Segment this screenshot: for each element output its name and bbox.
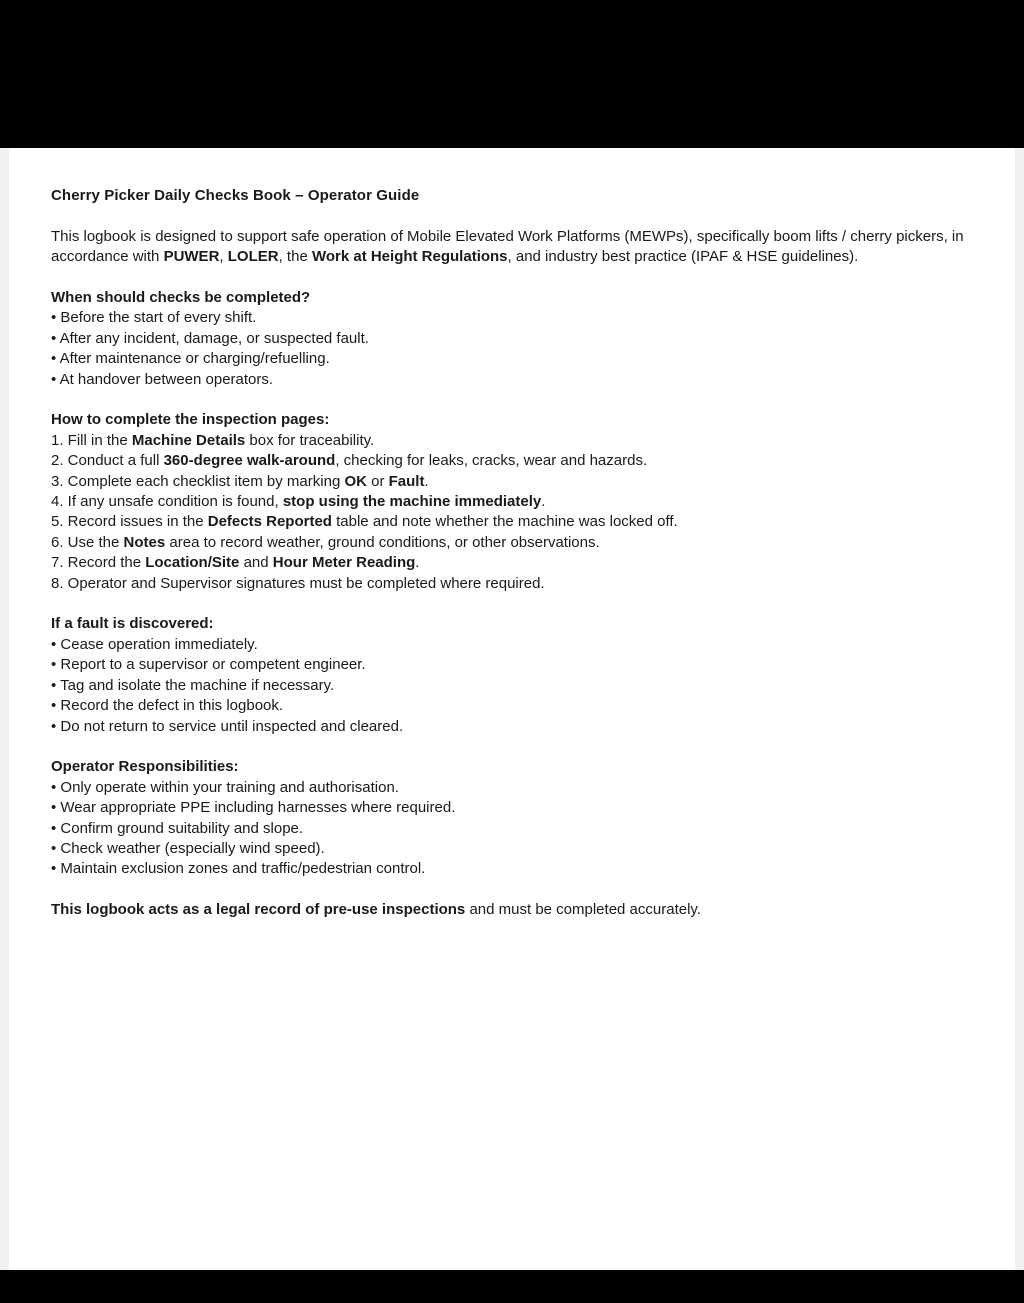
bold-text-segment: Machine Details: [131, 431, 246, 449]
text-line: [51, 676, 971, 696]
text-segment: • After maintenance or charging/refuelling.: [51, 350, 330, 368]
text-segment: table and note whether the machine was locked off.: [331, 513, 678, 531]
text-segment: • Before the start of every shift.: [51, 309, 257, 327]
bottom-letterbox-bar: [0, 1270, 1024, 1303]
section-heading: Operator Responsibilities:: [51, 758, 239, 776]
text-segment: 5. Record issues in the: [51, 513, 208, 531]
section-heading: How to complete the inspection pages:: [51, 411, 330, 429]
page-area: [0, 148, 1024, 1270]
text-segment: or: [366, 472, 389, 490]
text-line: [51, 492, 971, 512]
text-segment: • Wear appropriate PPE including harnesses where required.: [51, 799, 456, 817]
text-segment: • Confirm ground suitability and slope.: [51, 819, 304, 837]
bold-text-segment: Hour Meter Reading: [272, 554, 416, 572]
text-segment: • Check weather (especially wind speed).: [51, 839, 325, 857]
text-segment: • Record the defect in this logbook.: [51, 697, 284, 715]
text-line: [51, 431, 971, 451]
text-line: [51, 227, 971, 268]
text-line: [51, 370, 971, 390]
block-fault-discovered: [51, 614, 971, 736]
bold-text-segment: This logbook acts as a legal record of pre-use inspections: [51, 901, 466, 919]
text-line: [51, 533, 971, 553]
bold-text-segment: 360-degree walk-around: [163, 452, 336, 470]
text-line: [51, 798, 971, 818]
bold-text-segment: PUWER: [163, 248, 220, 266]
block-legal-note: [51, 900, 971, 920]
text-segment: 6. Use the: [51, 533, 124, 551]
text-line: [51, 451, 971, 471]
block-operator-responsibilities: [51, 757, 971, 879]
bold-text-segment: OK: [344, 472, 367, 490]
text-segment: • At handover between operators.: [51, 370, 274, 388]
text-line: [51, 574, 971, 594]
text-segment: box for traceability.: [245, 431, 375, 449]
text-line: [51, 717, 971, 737]
text-line: [51, 553, 971, 573]
text-line: [51, 655, 971, 675]
bold-text-segment: stop using the machine immediately: [282, 493, 542, 511]
text-line: [51, 349, 971, 369]
text-segment: ,: [219, 248, 228, 266]
bold-text-segment: LOLER: [227, 248, 279, 266]
text-line: [51, 900, 971, 920]
text-line: [51, 472, 971, 492]
text-segment: and: [239, 554, 273, 572]
text-segment: , checking for leaks, cracks, wear and hazards.: [335, 452, 648, 470]
text-segment: • Tag and isolate the machine if necessary.: [51, 676, 335, 694]
text-segment: This logbook is designed to support safe operation of Mobile Elevated Work Platforms (MEWPs), specifically boom lifts / cherry pickers, in accordance with: [51, 227, 964, 266]
text-segment: and must be completed accurately.: [465, 901, 701, 919]
document-page: [9, 148, 1015, 1270]
text-line: [51, 329, 971, 349]
document-body: [51, 227, 971, 921]
section-heading: If a fault is discovered:: [51, 615, 214, 633]
bold-text-segment: Notes: [123, 533, 166, 551]
top-letterbox-bar: [0, 0, 1024, 148]
right-gutter: [1015, 148, 1024, 1270]
text-segment: • Only operate within your training and authorisation.: [51, 778, 399, 796]
text-segment: • After any incident, damage, or suspected fault.: [51, 329, 369, 347]
text-segment: .: [424, 472, 429, 490]
text-line: [51, 839, 971, 859]
text-segment: 4. If any unsafe condition is found,: [51, 493, 283, 511]
text-segment: , the: [278, 248, 312, 266]
text-segment: • Report to a supervisor or competent engineer.: [51, 656, 366, 674]
text-segment: 3. Complete each checklist item by marking: [51, 472, 345, 490]
block-when-checks: [51, 288, 971, 390]
bold-text-segment: Defects Reported: [207, 513, 332, 531]
bold-text-segment: Work at Height Regulations: [311, 248, 508, 266]
text-line: [51, 512, 971, 532]
text-segment: .: [541, 493, 546, 511]
text-segment: • Maintain exclusion zones and traffic/pedestrian control.: [51, 860, 426, 878]
text-segment: , and industry best practice (IPAF & HSE guidelines).: [507, 248, 859, 266]
text-segment: • Cease operation immediately.: [51, 635, 258, 653]
text-line: [51, 635, 971, 655]
section-heading: When should checks be completed?: [51, 289, 311, 306]
bold-text-segment: Location/Site: [145, 554, 240, 572]
text-segment: • Do not return to service until inspected and cleared.: [51, 717, 404, 735]
text-line: [51, 859, 971, 879]
text-line: [51, 696, 971, 716]
text-segment: 1. Fill in the: [51, 431, 132, 449]
block-intro: [51, 227, 971, 268]
left-gutter: [0, 148, 9, 1270]
text-line: [51, 819, 971, 839]
block-how-to-complete: [51, 410, 971, 594]
document-title: Cherry Picker Daily Checks Book – Operator Guide: [51, 187, 420, 204]
text-segment: 8. Operator and Supervisor signatures must be completed where required.: [51, 574, 545, 592]
text-segment: .: [415, 554, 420, 572]
text-segment: 7. Record the: [51, 554, 146, 572]
text-segment: area to record weather, ground conditions, or other observations.: [165, 533, 600, 551]
text-line: [51, 308, 971, 328]
text-segment: 2. Conduct a full: [51, 452, 164, 470]
text-line: [51, 778, 971, 798]
bold-text-segment: Fault: [388, 472, 425, 490]
